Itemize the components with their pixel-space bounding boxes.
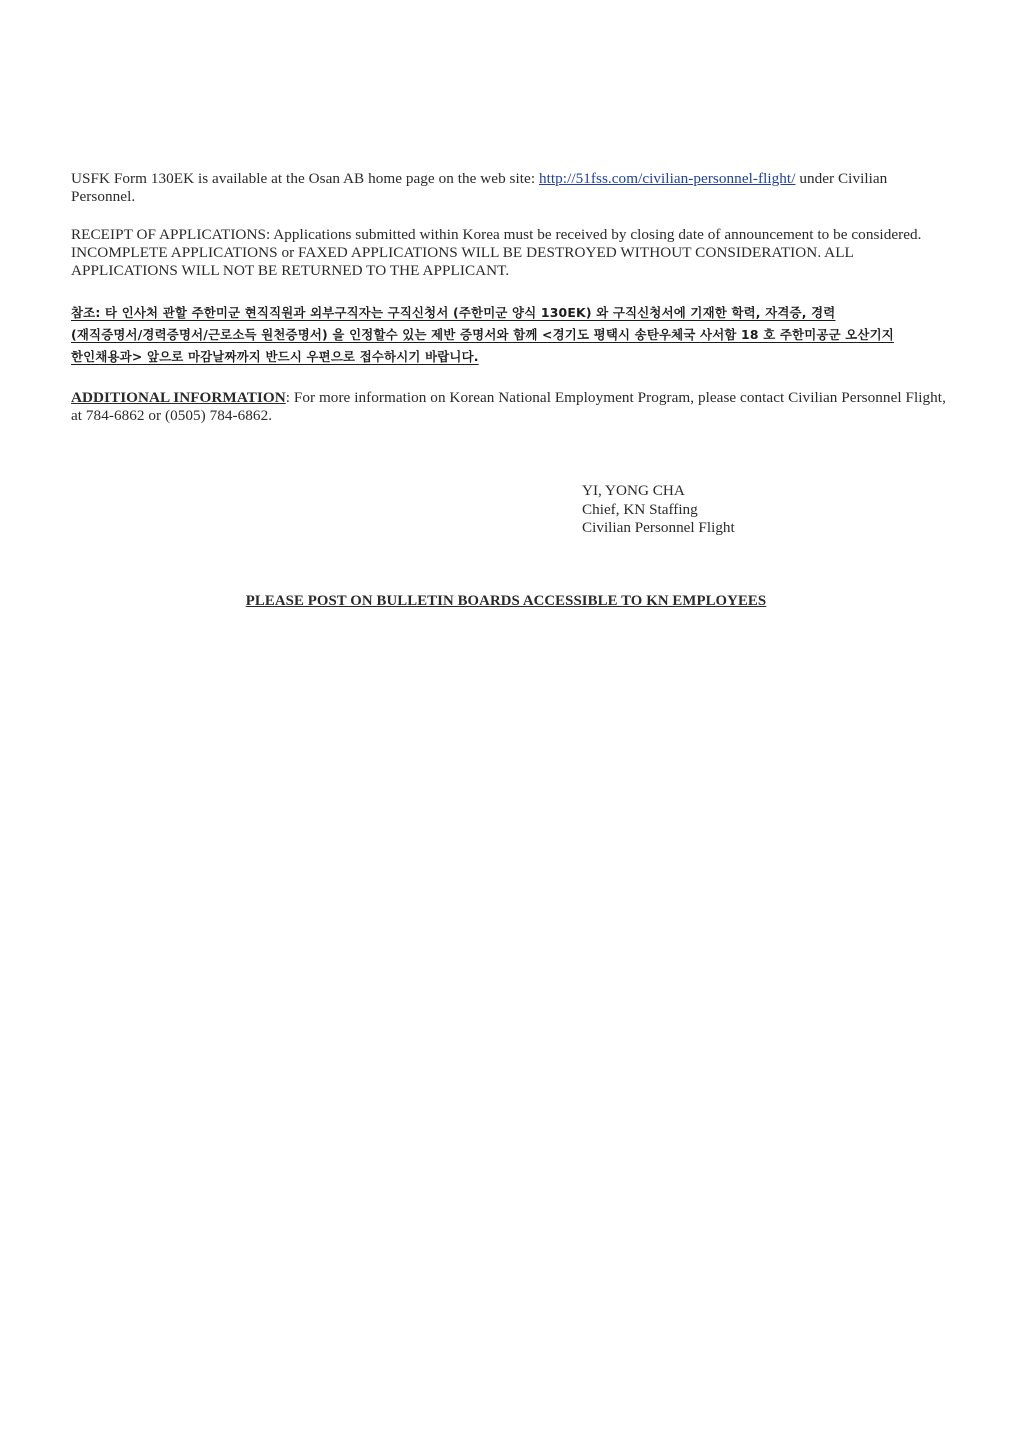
additional-information-paragraph — [71, 389, 951, 425]
korean-note-line-3: 한인채용과> 앞으로 마감날짜까지 반드시 우편으로 접수하시기 바랍니다. — [71, 349, 479, 364]
signatory-name: YI, YONG CHA — [582, 482, 685, 499]
website-link[interactable]: http://51fss.com/civilian-personnel-flight/ — [538, 170, 796, 187]
korean-note-paragraph — [71, 302, 951, 368]
korean-note-line-2: (재직증명서/경력증명서/근로소득 원천증명서) 을 인정할수 있는 제반 증명서와 함께 <경기도 평택시 송탄우체국 사서함 18 호 주한미공군 오산기지 — [71, 327, 894, 342]
posting-notice: PLEASE POST ON BULLETIN BOARDS ACCESSIBLE TO KN EMPLOYEES — [245, 593, 767, 609]
receipt-of-applications-paragraph: RECEIPT OF APPLICATIONS: Applications submitted within Korea must be received by closing date of announcement to be considered. INCOMPLETE APPLICATIONS or FAXED APPLICATIONS WILL BE DESTROYED WITHOUT CONSIDERATION. ALL APPLICATIONS WILL NOT BE RETURNED TO THE APPLICANT. — [71, 226, 922, 279]
korean-note-line-1: 참조: 타 인사처 관할 주한미군 현직직원과 외부구직자는 구직신청서 (주한미군 양식 130EK) 와 구직신청서에 기재한 학력, 자격증, 경력 — [71, 305, 836, 320]
form-availability-suffix: under Civilian Personnel. — [71, 170, 888, 205]
signatory-office: Civilian Personnel Flight — [582, 519, 735, 536]
signature-block — [582, 482, 735, 538]
form-availability-paragraph — [71, 170, 951, 206]
form-availability-text: USFK Form 130EK is available at the Osan AB home page on the web site: — [71, 170, 539, 187]
signatory-title: Chief, KN Staffing — [582, 500, 698, 518]
additional-information-label: ADDITIONAL INFORMATION — [71, 389, 286, 406]
additional-information-text: : For more information on Korean National Employment Program, please contact Civilian Personnel Flight, at 784-6862 or (0505) 784-6862. — [71, 389, 946, 424]
